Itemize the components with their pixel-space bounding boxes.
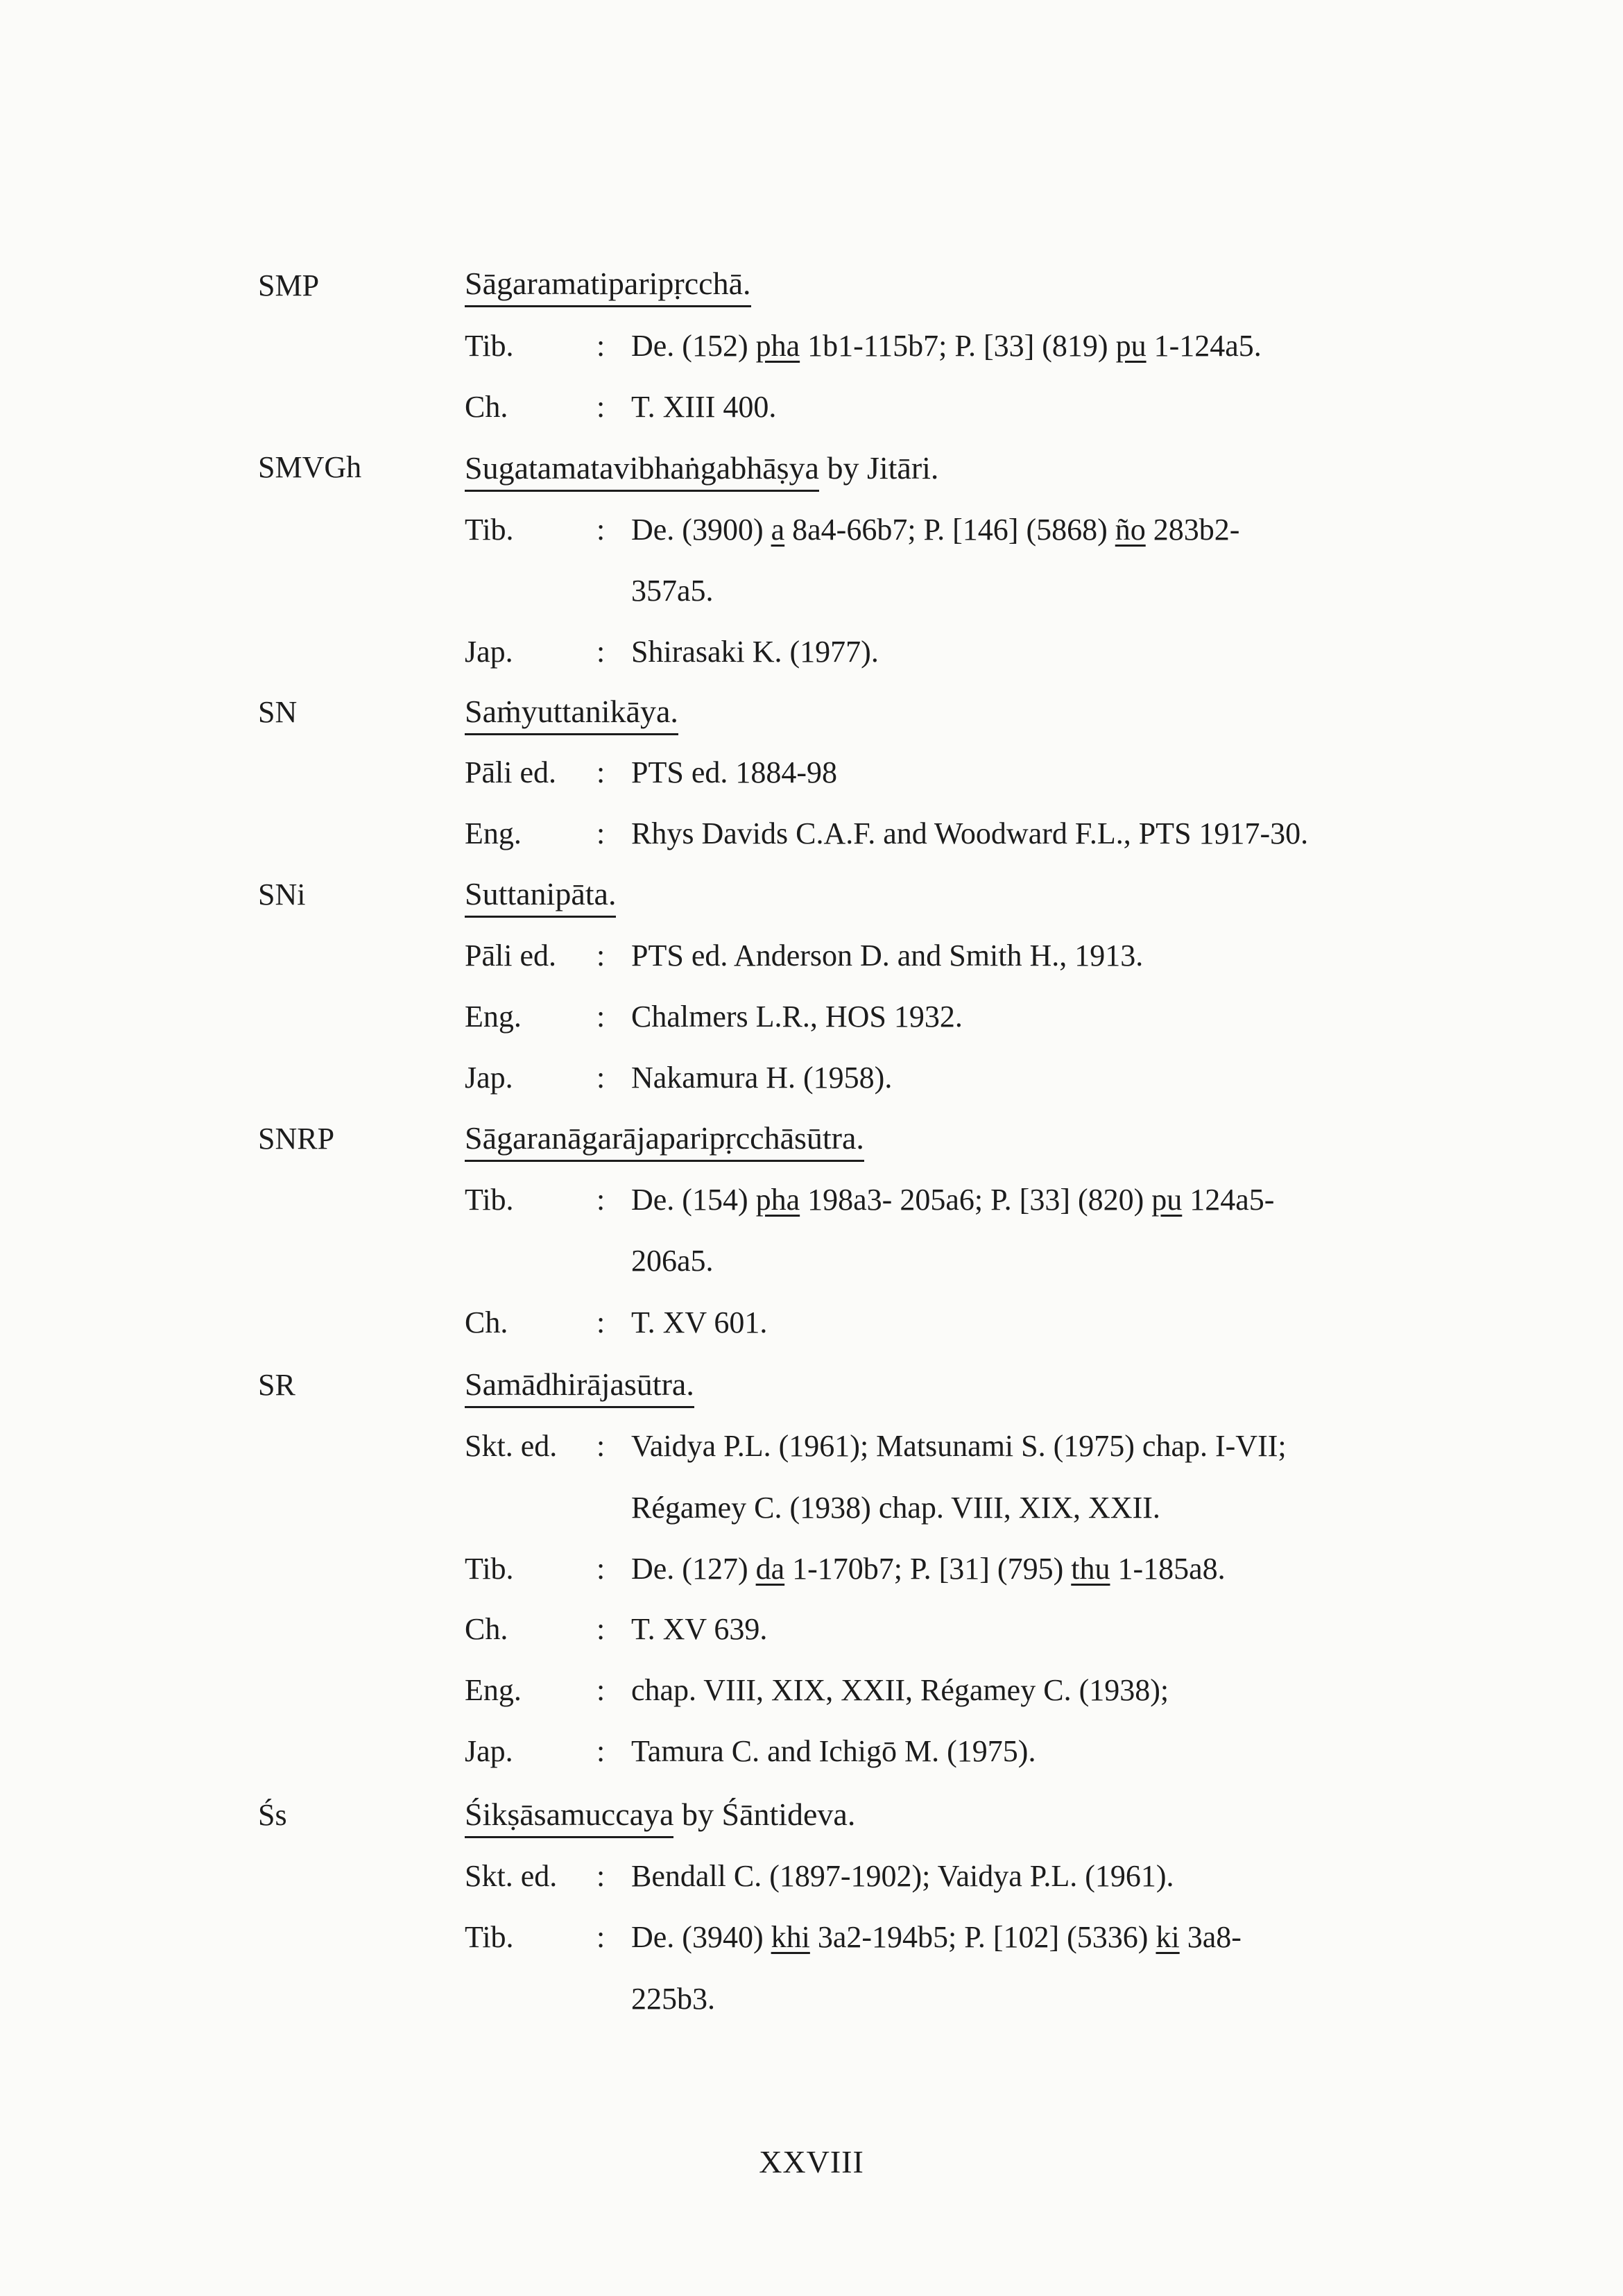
reference-text: De. (152) pha 1b1-115b7; P. [33] (819) pu 1-124a5. bbox=[631, 329, 1262, 363]
entry-title: Saṁyuttanikāya. bbox=[465, 696, 678, 728]
colon: : bbox=[596, 390, 606, 424]
reference-text: Vaidya P.L. (1961); Matsunami S. (1975) chap. I-VII; bbox=[631, 1429, 1287, 1463]
language-label: Tib. bbox=[465, 1920, 514, 1954]
colon: : bbox=[596, 1734, 606, 1768]
entry-title: Samādhirājasūtra. bbox=[465, 1369, 694, 1400]
language-label: Eng. bbox=[465, 1000, 522, 1034]
reference-continuation: Régamey C. (1938) chap. VIII, XIX, XXII. bbox=[631, 1491, 1160, 1525]
colon: : bbox=[596, 939, 606, 973]
reference-text: Rhys Davids C.A.F. and Woodward F.L., PTS 1917-30. bbox=[631, 816, 1309, 850]
reference-continuation: 225b3. bbox=[631, 1982, 715, 2016]
language-label: Jap. bbox=[465, 1061, 513, 1095]
entry-abbreviation: SN bbox=[258, 695, 298, 729]
language-label: Skt. ed. bbox=[465, 1429, 558, 1463]
colon: : bbox=[596, 329, 606, 363]
reference-text: PTS ed. 1884-98 bbox=[631, 755, 837, 789]
entry-abbreviation: SMVGh bbox=[258, 450, 362, 484]
colon: : bbox=[596, 1061, 606, 1095]
reference-continuation: 357a5. bbox=[631, 574, 714, 608]
reference-text: chap. VIII, XIX, XXII, Régamey C. (1938); bbox=[631, 1673, 1169, 1707]
language-label: Eng. bbox=[465, 816, 522, 850]
language-label: Ch. bbox=[465, 390, 508, 424]
language-label: Ch. bbox=[465, 1305, 508, 1339]
colon: : bbox=[596, 635, 606, 669]
entry-abbreviation: SNi bbox=[258, 877, 306, 911]
reference-text: Nakamura H. (1958). bbox=[631, 1061, 893, 1095]
entry-title: Sugatamatavibhaṅgabhāṣya by Jitāri. bbox=[465, 452, 938, 484]
colon: : bbox=[596, 1000, 606, 1034]
reference-text: T. XIII 400. bbox=[631, 390, 777, 424]
language-label: Skt. ed. bbox=[465, 1859, 558, 1893]
entry-title: Sāgaramatiparipṛcchā. bbox=[465, 268, 751, 300]
reference-text: T. XV 601. bbox=[631, 1305, 768, 1339]
reference-text: De. (3900) a 8a4-66b7; P. [146] (5868) ño 283b2- bbox=[631, 513, 1240, 547]
reference-text: De. (127) da 1-170b7; P. [31] (795) thu 1-185a8. bbox=[631, 1552, 1226, 1586]
entry-abbreviation: SMP bbox=[258, 268, 320, 302]
entry-title: Sāgaranāgarājaparipṛcchāsūtra. bbox=[465, 1122, 864, 1154]
language-label: Pāli ed. bbox=[465, 939, 556, 973]
entry-title: Suttanipāta. bbox=[465, 878, 616, 910]
language-label: Tib. bbox=[465, 1183, 514, 1217]
language-label: Tib. bbox=[465, 1552, 514, 1586]
language-label: Tib. bbox=[465, 329, 514, 363]
reference-text: T. XV 639. bbox=[631, 1612, 768, 1646]
entry-abbreviation: SR bbox=[258, 1368, 295, 1402]
page-number: XXVIII bbox=[759, 2144, 864, 2179]
language-label: Pāli ed. bbox=[465, 755, 556, 789]
language-label: Eng. bbox=[465, 1673, 522, 1707]
colon: : bbox=[596, 1183, 606, 1217]
entry-title: Śikṣāsamuccaya by Śāntideva. bbox=[465, 1799, 855, 1831]
colon: : bbox=[596, 1612, 606, 1646]
entry-abbreviation: Śs bbox=[258, 1798, 287, 1832]
language-label: Tib. bbox=[465, 513, 514, 547]
reference-text: Shirasaki K. (1977). bbox=[631, 635, 879, 669]
colon: : bbox=[596, 1552, 606, 1586]
colon: : bbox=[596, 1429, 606, 1463]
colon: : bbox=[596, 1920, 606, 1954]
colon: : bbox=[596, 513, 606, 547]
reference-text: De. (154) pha 198a3- 205a6; P. [33] (820) pu 124a5- bbox=[631, 1183, 1275, 1217]
colon: : bbox=[596, 755, 606, 789]
reference-text: De. (3940) khi 3a2-194b5; P. [102] (5336) ki 3a8- bbox=[631, 1920, 1242, 1954]
reference-text: Bendall C. (1897-1902); Vaidya P.L. (1961). bbox=[631, 1859, 1174, 1893]
colon: : bbox=[596, 816, 606, 850]
entry-abbreviation: SNRP bbox=[258, 1122, 335, 1156]
colon: : bbox=[596, 1673, 606, 1707]
reference-text: Tamura C. and Ichigō M. (1975). bbox=[631, 1734, 1036, 1768]
reference-text: Chalmers L.R., HOS 1932. bbox=[631, 1000, 963, 1034]
colon: : bbox=[596, 1859, 606, 1893]
reference-text: PTS ed. Anderson D. and Smith H., 1913. bbox=[631, 939, 1144, 973]
language-label: Jap. bbox=[465, 635, 513, 669]
language-label: Jap. bbox=[465, 1734, 513, 1768]
reference-continuation: 206a5. bbox=[631, 1244, 714, 1278]
colon: : bbox=[596, 1305, 606, 1339]
language-label: Ch. bbox=[465, 1612, 508, 1646]
